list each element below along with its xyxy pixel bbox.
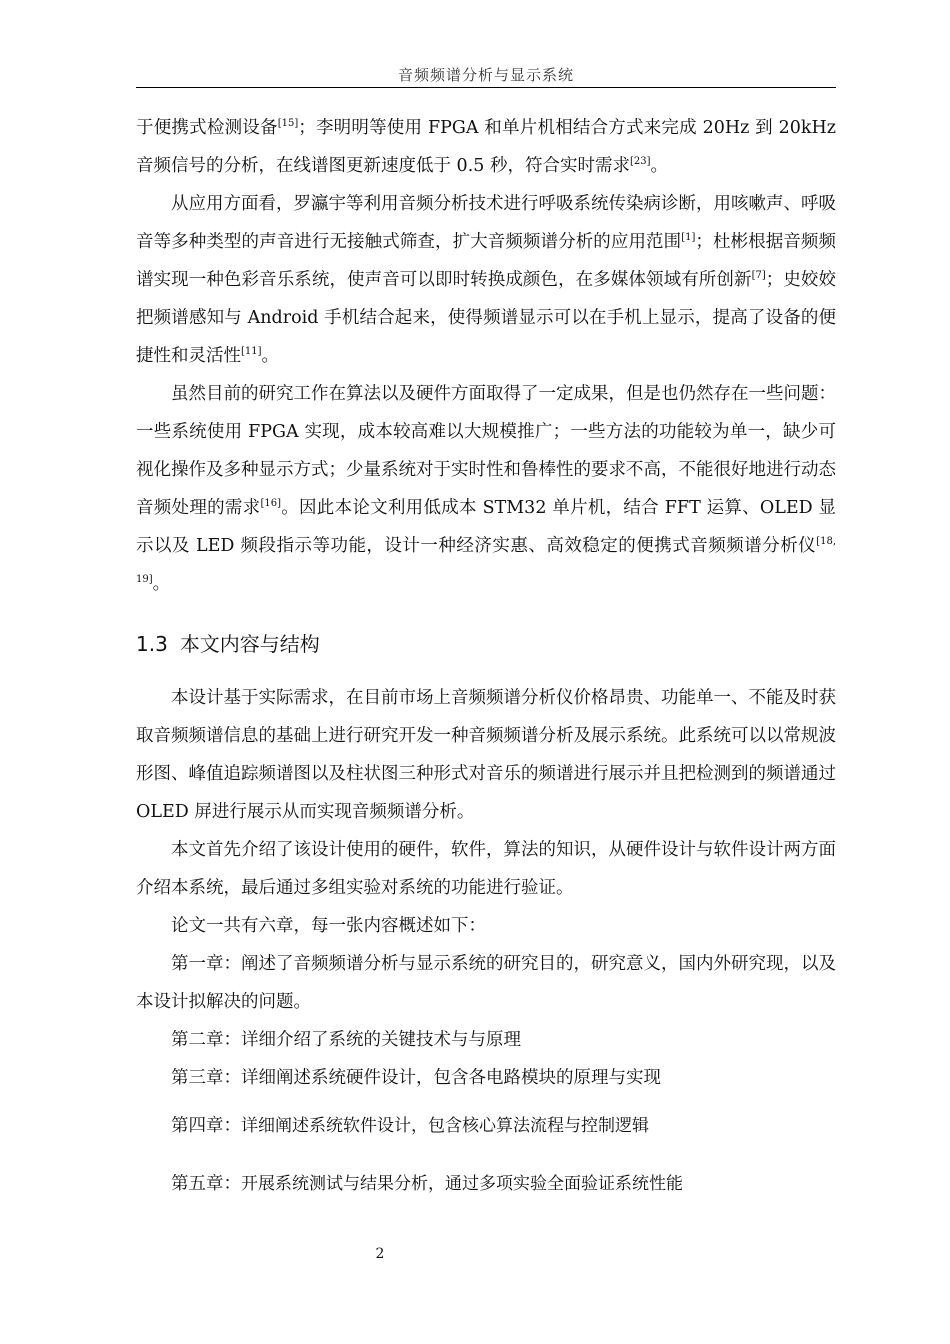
citation-ref: [18, 19] [136, 536, 836, 586]
paragraph-1 [136, 109, 836, 185]
chapter-label: 第五章： [171, 1174, 241, 1194]
section-title: 本文内容与结构 [179, 632, 320, 656]
header-rule [136, 87, 836, 88]
paragraph-5: 本文首先介绍了该设计使用的硬件，软件，算法的知识，从硬件设计与软件设计两方面介绍本系统，最后通过多组实验对系统的功能进行验证。 [136, 840, 836, 898]
running-header: 音频频谱分析与显示系统 [397, 66, 574, 84]
text-run: ；杜彬根据音频频谱实现一种色彩音乐系统，使声音可以即时转换成颜色，在多媒体领域有所创新 [136, 232, 837, 290]
chapter-text: 详细阐述系统软件设计，包含核心算法流程与控制逻辑 [241, 1116, 649, 1136]
text-run: 。 [152, 574, 171, 594]
section-heading [136, 629, 836, 659]
text-run: 。 [650, 156, 668, 176]
document-body [136, 109, 836, 1203]
chapter-2-summary: 第二章：详细介绍了系统的关键技术与与原理 [171, 1030, 521, 1050]
text-run: ；史姣姣把频谱感知与 Android 手机结合起来，使得频谱显示可以在手机上显示，提高了设备的便捷性和灵活性 [136, 270, 836, 366]
citation-ref: [7] [751, 270, 766, 282]
text-run: ；李明明等使用 FPGA 和单片机相结合方式来完成 20Hz 到 20kHz 音频信号的分析，在线谱图更新速度低于 0.5 秒，符合实时需求 [136, 118, 836, 176]
chapter-5-summary [136, 1165, 836, 1203]
citation-ref: [1] [681, 232, 696, 244]
chapter-1-summary: 第一章：阐述了音频频谱分析与显示系统的研究目的，研究意义，国内外研究现，以及本设计拟解决的问题。 [136, 954, 836, 1012]
paragraph-2 [136, 185, 836, 375]
text-run: 。 [261, 346, 280, 366]
text-run: 于便携式检测设备 [136, 118, 278, 138]
text-run: 。因此本论文利用低成本 STM32 单片机，结合 FFT 运算、OLED 显示以及 LED 频段指示等功能，设计一种经济实惠、高效稳定的便携式音频频谱分析仪 [136, 498, 837, 556]
paragraph-4: 本设计基于实际需求，在目前市场上音频频谱分析仪价格昂贵、功能单一、不能及时获取音频频谱信息的基础上进行研究开发一种音频频谱分析及展示系统。此系统可以以常规波形图、峰值追踪频谱图以及柱状图三种形式对音乐的频谱进行展示并且把检测到的频谱通过 OLED 屏进行展示从而实现音频频谱分析。 [136, 688, 836, 822]
chapter-text: 开展系统测试与结果分析，通过多项实验全面验证系统性能 [241, 1174, 683, 1194]
paragraph-6: 论文一共有六章，每一张内容概述如下： [171, 916, 486, 936]
citation-ref: [15] [277, 118, 299, 130]
citation-ref: [16] [260, 498, 281, 510]
chapter-3-summary: 第三章：详细阐述系统硬件设计，包含各电路模块的原理与实现 [171, 1068, 661, 1088]
section-number: 1.3 [136, 632, 168, 656]
citation-ref: [11] [241, 346, 262, 358]
chapter-label: 第四章： [171, 1116, 241, 1136]
text-run: 从应用方面看，罗瀛宇等利用音频分析技术进行呼吸系统传染病诊断，用咳嗽声、呼吸音等多种类型的声音进行无接触式筛查，扩大音频频谱分析的应用范围 [136, 194, 836, 252]
citation-ref: [23] [629, 156, 651, 168]
text-run: 虽然目前的研究工作在算法以及硬件方面取得了一定成果，但是也仍然存在一些问题：一些系统使用 FPGA 实现，成本较高难以大规模推广；一些方法的功能较为单一，缺少可视化操作及多种显示方式；少量系统对于实时性和鲁棒性的要求不高，不能很好地进行动态音频处理的需求 [136, 384, 836, 518]
page-number: 2 [375, 1246, 385, 1262]
chapter-4-summary [136, 1107, 836, 1145]
paragraph-3 [136, 375, 836, 603]
